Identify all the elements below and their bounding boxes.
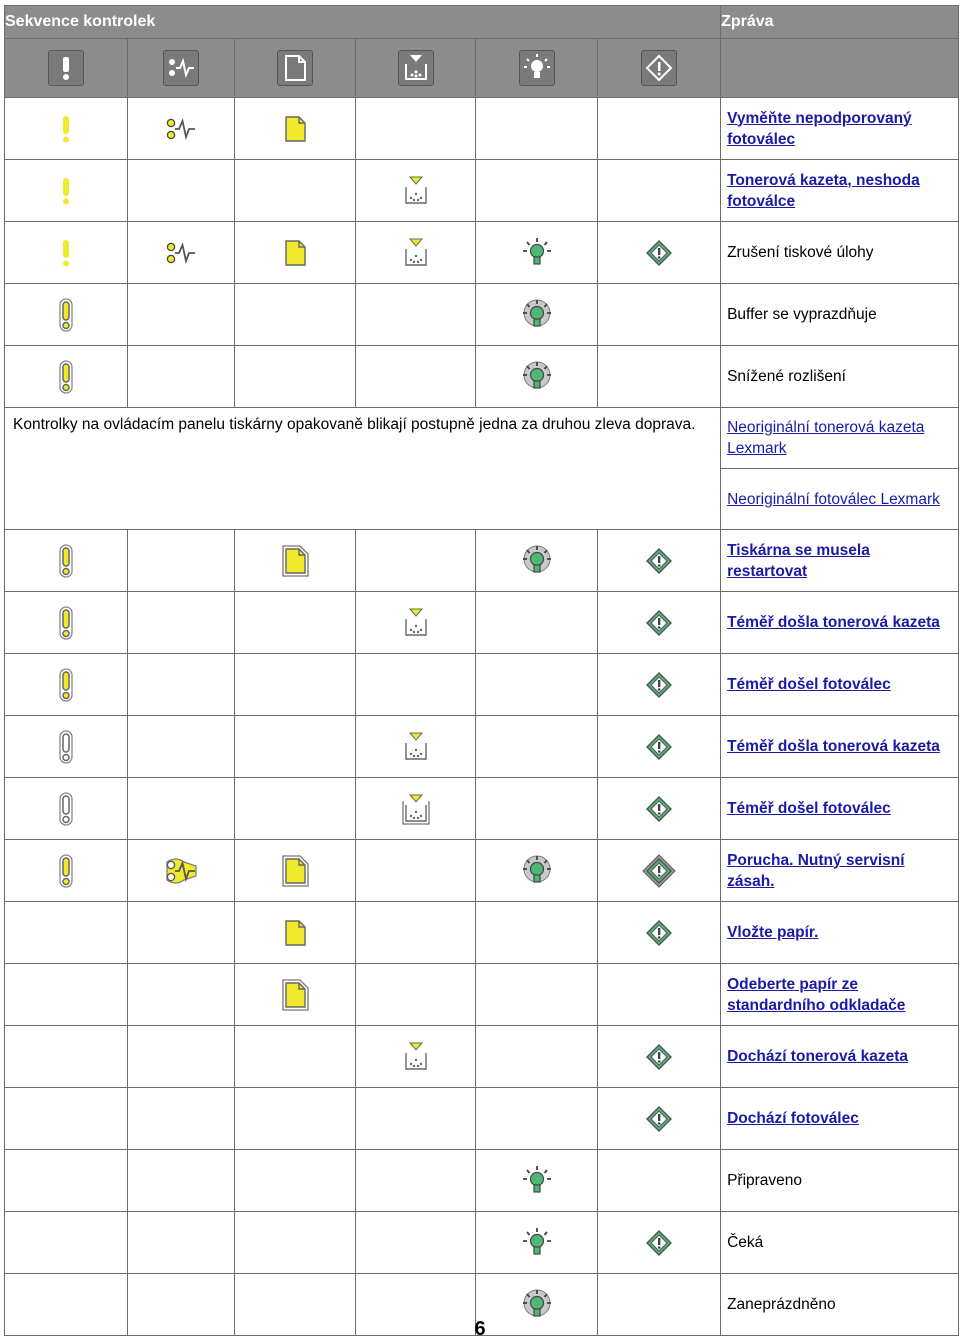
message-link[interactable]: Téměř došel fotoválec (727, 676, 891, 693)
paper-icon (278, 916, 312, 950)
exclamation-cell (5, 284, 128, 346)
message-link[interactable]: Neoriginální fotoválec Lexmark (727, 490, 940, 508)
toner-icon (399, 730, 433, 764)
header-light-sequence: Sekvence kontrolek (5, 6, 721, 39)
exclamation-cell (5, 654, 128, 716)
jam-cell (128, 1088, 235, 1150)
paper-cell (235, 716, 356, 778)
jam-cell (128, 530, 235, 592)
jam-cell (128, 716, 235, 778)
toner-cell (356, 654, 476, 716)
paper-cell (235, 1212, 356, 1274)
jam-cell (128, 902, 235, 964)
jam-cell (128, 160, 235, 222)
header-ready-cell (476, 39, 598, 98)
header-exclamation-cell (5, 39, 128, 98)
ready-cell (476, 592, 598, 654)
table-row (5, 160, 959, 222)
message-text: Zrušení tiskové úlohy (727, 244, 874, 261)
paper-icon (278, 112, 312, 146)
message-cell (721, 592, 959, 654)
message-text: Připraveno (727, 1172, 803, 1189)
paper-cell (235, 1026, 356, 1088)
jam-cell (128, 222, 235, 284)
ready-cell (476, 346, 598, 408)
light-sequence-table (4, 5, 959, 1336)
stop-cell (598, 1088, 721, 1150)
paper-cell (235, 160, 356, 222)
toner-cell (356, 964, 476, 1026)
table-row (5, 1026, 959, 1088)
ready-icon (520, 1164, 554, 1198)
message-text: Buffer se vyprazdňuje (727, 306, 877, 323)
paper-cell (235, 778, 356, 840)
toner-icon (399, 112, 433, 146)
stop-icon (642, 916, 676, 950)
message-cell (721, 160, 959, 222)
message-cell (721, 98, 959, 160)
paper-cell (235, 1088, 356, 1150)
toner-cell (356, 160, 476, 222)
table-row (5, 98, 959, 160)
ready-cell (476, 530, 598, 592)
ready-cell (476, 1212, 598, 1274)
exclamation-icon (49, 792, 83, 826)
jam-blinking-icon (164, 854, 198, 888)
table-row (5, 902, 959, 964)
message-cell (721, 778, 959, 840)
header-paper-cell (235, 39, 356, 98)
message-link[interactable]: Vložte papír. (727, 924, 819, 941)
header-toner-cell (356, 39, 476, 98)
paper-cell (235, 530, 356, 592)
ready-cell (476, 964, 598, 1026)
toner-icon (399, 174, 433, 208)
exclamation-blinking-icon (49, 668, 83, 702)
exclamation-cell (5, 160, 128, 222)
stop-cell (598, 530, 721, 592)
paper-cell (235, 902, 356, 964)
jam-icon (164, 236, 198, 270)
stop-blinking-icon (642, 854, 676, 888)
exclamation-cell (5, 222, 128, 284)
exclamation-blinking-icon (49, 854, 83, 888)
exclamation-icon (49, 730, 83, 764)
table-row (5, 1088, 959, 1150)
paper-cell (235, 1150, 356, 1212)
paper-blinking-icon (278, 978, 312, 1012)
ready-blinking-icon (520, 544, 554, 578)
toner-cell (356, 1088, 476, 1150)
exclamation-icon (49, 112, 83, 146)
paper-icon (277, 50, 313, 86)
icon-header-row (5, 39, 959, 98)
message-cell (721, 408, 959, 469)
paper-cell (235, 964, 356, 1026)
paper-icon (278, 236, 312, 270)
paper-cell (235, 654, 356, 716)
jam-icon (163, 50, 199, 86)
jam-cell (128, 98, 235, 160)
toner-cell (356, 1212, 476, 1274)
ready-light-icon (519, 50, 555, 86)
message-cell (721, 654, 959, 716)
stop-cell (598, 592, 721, 654)
stop-cell (598, 284, 721, 346)
message-text: Čeká (727, 1234, 764, 1251)
message-link[interactable]: Neoriginální tonerová kazeta Lexmark (727, 419, 925, 457)
ready-cell (476, 160, 598, 222)
stop-icon (642, 1102, 676, 1136)
toner-cell (356, 902, 476, 964)
message-cell (721, 1212, 959, 1274)
stop-icon (642, 1040, 676, 1074)
stop-cell (598, 1150, 721, 1212)
message-link[interactable]: Tonerová kazeta, neshoda fotoválce (727, 171, 920, 210)
message-cell (721, 284, 959, 346)
stop-cell (598, 654, 721, 716)
jam-cell (128, 654, 235, 716)
exclamation-cell (5, 592, 128, 654)
table-row (5, 284, 959, 346)
jam-cell (128, 840, 235, 902)
header-message: Zpráva (721, 6, 959, 39)
sequence-note: Kontrolky na ovládacím panelu tiskárny opakovaně blikají postupně jedna za druhou zleva doprava. (5, 408, 721, 530)
message-cell (721, 530, 959, 592)
exclamation-blinking-icon (49, 544, 83, 578)
ready-blinking-icon (520, 1288, 554, 1322)
paper-cell (235, 222, 356, 284)
stop-cell (598, 98, 721, 160)
stop-icon (642, 668, 676, 702)
toner-icon (399, 1102, 433, 1136)
toner-cell (356, 716, 476, 778)
stop-cell (598, 1026, 721, 1088)
message-cell (721, 1026, 959, 1088)
page-number: 6 (474, 1318, 486, 1340)
message-link[interactable]: Tiskárna se musela restartovat (727, 541, 870, 580)
message-cell (721, 840, 959, 902)
exclamation-cell (5, 1026, 128, 1088)
exclamation-cell (5, 902, 128, 964)
message-link[interactable]: Dochází fotoválec (727, 1110, 859, 1127)
exclamation-blinking-icon (49, 606, 83, 640)
table-row (5, 1212, 959, 1274)
message-cell (721, 964, 959, 1026)
table-row (5, 592, 959, 654)
paper-cell (235, 592, 356, 654)
header-message-blank-cell (721, 39, 959, 98)
stop-cell (598, 778, 721, 840)
exclamation-blinking-icon (49, 298, 83, 332)
table-row (5, 778, 959, 840)
toner-cell (356, 98, 476, 160)
stop-icon (642, 606, 676, 640)
message-cell (721, 469, 959, 530)
toner-cell (356, 778, 476, 840)
stop-icon (642, 730, 676, 764)
toner-cell (356, 840, 476, 902)
stop-icon (642, 792, 676, 826)
toner-cell (356, 1150, 476, 1212)
message-text: Snížené rozlišení (727, 368, 846, 385)
toner-icon (399, 854, 433, 888)
exclamation-blinking-icon (49, 360, 83, 394)
toner-icon (399, 236, 433, 270)
toner-cell (356, 222, 476, 284)
exclamation-cell (5, 346, 128, 408)
header-jam-cell (128, 39, 235, 98)
toner-cell (356, 592, 476, 654)
jam-cell (128, 592, 235, 654)
exclamation-icon (48, 50, 84, 86)
jam-cell (128, 778, 235, 840)
ready-cell (476, 1026, 598, 1088)
ready-cell (476, 1088, 598, 1150)
exclamation-cell (5, 1150, 128, 1212)
stop-icon (642, 236, 676, 270)
jam-cell (128, 1212, 235, 1274)
message-link[interactable]: Téměř došla tonerová kazeta (727, 738, 940, 755)
paper-blinking-icon (278, 544, 312, 578)
stop-cell (598, 346, 721, 408)
exclamation-icon (49, 174, 83, 208)
paper-blinking-icon (278, 854, 312, 888)
exclamation-cell (5, 716, 128, 778)
toner-cell (356, 1026, 476, 1088)
exclamation-cell (5, 1212, 128, 1274)
jam-cell (128, 346, 235, 408)
stop-icon (641, 50, 677, 86)
exclamation-cell (5, 964, 128, 1026)
ready-blinking-icon (520, 298, 554, 332)
jam-icon (164, 112, 198, 146)
exclamation-cell (5, 530, 128, 592)
message-link[interactable]: Porucha. Nutný servisní zásah. (727, 851, 905, 890)
stop-cell (598, 1212, 721, 1274)
jam-cell (128, 1150, 235, 1212)
toner-cell (356, 284, 476, 346)
stop-cell (598, 840, 721, 902)
ready-blinking-icon (520, 360, 554, 394)
ready-cell (476, 98, 598, 160)
exclamation-cell (5, 778, 128, 840)
ready-cell (476, 284, 598, 346)
message-link[interactable]: Téměř došel fotoválec (727, 800, 891, 817)
stop-cell (598, 716, 721, 778)
jam-cell (128, 964, 235, 1026)
stop-cell (598, 222, 721, 284)
paper-cell (235, 346, 356, 408)
table-row (5, 530, 959, 592)
ready-cell (476, 716, 598, 778)
exclamation-icon (49, 236, 83, 270)
paper-cell (235, 284, 356, 346)
message-cell (721, 716, 959, 778)
message-link[interactable]: Dochází tonerová kazeta (727, 1048, 908, 1065)
ready-cell (476, 840, 598, 902)
stop-icon (642, 1226, 676, 1260)
ready-icon (520, 1226, 554, 1260)
table-row (5, 964, 959, 1026)
message-cell (721, 902, 959, 964)
ready-icon (520, 236, 554, 270)
message-link[interactable]: Odeberte papír ze standardního odkladače (727, 975, 906, 1014)
message-text: Zaneprázdněno (727, 1296, 836, 1313)
toner-cell (356, 530, 476, 592)
toner-icon (399, 792, 433, 826)
table-row (5, 1150, 959, 1212)
jam-cell (128, 284, 235, 346)
message-link[interactable]: Téměř došla tonerová kazeta (727, 614, 940, 631)
message-cell (721, 1088, 959, 1150)
table-row (5, 840, 959, 902)
table-row (5, 408, 959, 469)
toner-icon (399, 668, 433, 702)
ready-cell (476, 902, 598, 964)
ready-cell (476, 1150, 598, 1212)
toner-cell (356, 346, 476, 408)
table-row (5, 346, 959, 408)
message-cell (721, 222, 959, 284)
exclamation-cell (5, 840, 128, 902)
message-cell (721, 1150, 959, 1212)
table-row (5, 222, 959, 284)
paper-cell (235, 840, 356, 902)
paper-cell (235, 98, 356, 160)
ready-cell (476, 222, 598, 284)
stop-cell (598, 902, 721, 964)
stop-cell (598, 964, 721, 1026)
exclamation-cell (5, 1088, 128, 1150)
toner-icon (398, 50, 434, 86)
ready-cell (476, 778, 598, 840)
header-stop-cell (598, 39, 721, 98)
ready-cell (476, 654, 598, 716)
message-link[interactable]: Vyměňte nepodporovaný fotoválec (727, 109, 912, 148)
message-cell (721, 346, 959, 408)
jam-cell (128, 1026, 235, 1088)
toner-icon (399, 606, 433, 640)
stop-cell (598, 160, 721, 222)
toner-icon (399, 1040, 433, 1074)
stop-icon (642, 544, 676, 578)
table-row (5, 654, 959, 716)
ready-blinking-icon (520, 854, 554, 888)
exclamation-cell (5, 98, 128, 160)
table-row (5, 716, 959, 778)
